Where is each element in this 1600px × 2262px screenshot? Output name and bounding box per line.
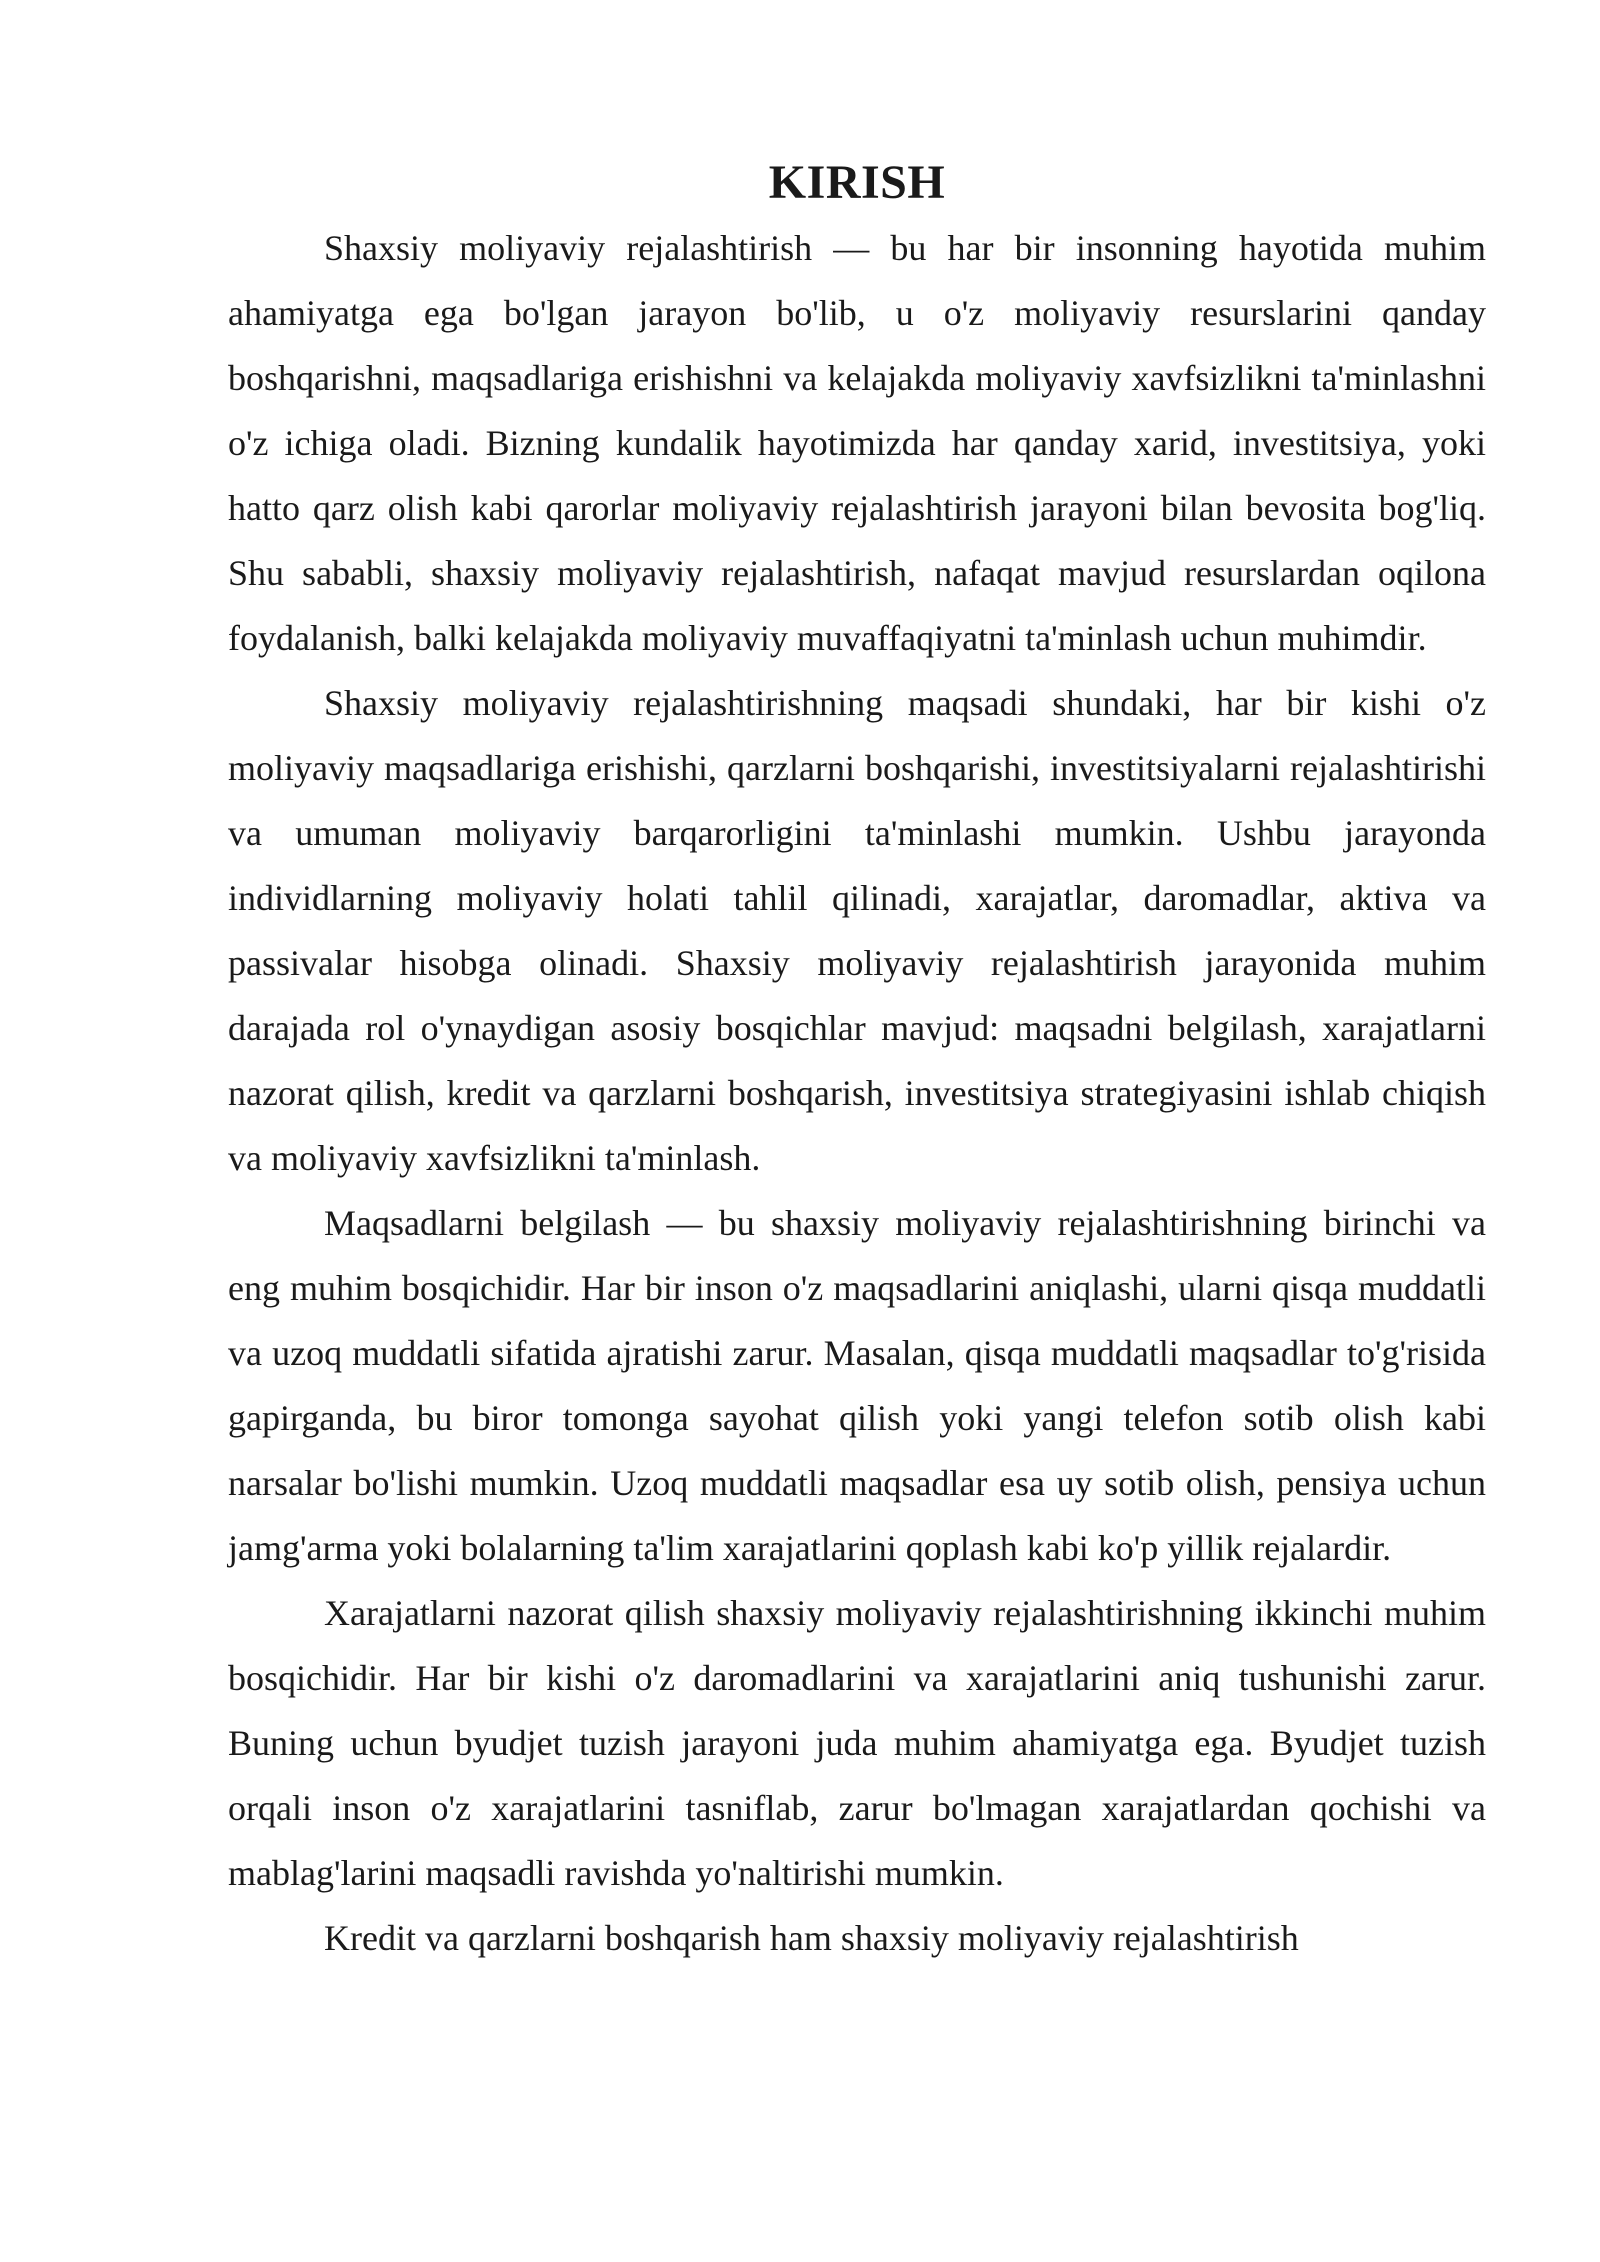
document-title: KIRISH: [768, 156, 946, 209]
paragraph-purpose: Shaxsiy moliyaviy rejalashtirishning maqsadi shundaki, har bir kishi o'z moliyaviy maqsadlariga erishishi, qarzlarni boshqarishi, investitsiyalarni rejalashtirishi va umuman moliyaviy barqarorligini ta'minlashi mumkin. Ushbu jarayonda individlarning moliyaviy holati tahlil qilinadi, xarajatlar, daromadlar, aktiva va passivalar hisobga olinadi. Shaxsiy moliyaviy rejalashtirish jarayonida muhim darajada rol o'ynaydigan asosiy bosqichlar mavjud: maqsadni belgilash, xarajatlarni nazorat qilish, kredit va qarzlarni boshqarish, investitsiya strategiyasini ishlab chiqish va moliyaviy xavfsizlikni ta'minlash.: [228, 683, 1486, 1178]
paragraph-expense-control: Xarajatlarni nazorat qilish shaxsiy moliyaviy rejalashtirishning ikkinchi muhim bosqichidir. Har bir kishi o'z daromadlarini va xarajatlarini aniq tushunishi zarur. Buning uchun byudjet tuzish jarayoni juda muhim ahamiyatga ega. Byudjet tuzish orqali inson o'z xarajatlarini tasniflab, zarur bo'lmagan xarajatlardan qochishi va mablag'larini maqsadli ravishda yo'naltirishi mumkin.: [228, 1593, 1486, 1893]
document-body: [228, 150, 1486, 1971]
paragraph-credit-management: Kredit va qarzlarni boshqarish ham shaxsiy moliyaviy rejalashtirish: [324, 1918, 1299, 1958]
paragraph-goal-setting: Maqsadlarni belgilash — bu shaxsiy moliyaviy rejalashtirishning birinchi va eng muhim bosqichidir. Har bir inson o'z maqsadlarini aniqlashi, ularni qisqa muddatli va uzoq muddatli sifatida ajratishi zarur. Masalan, qisqa muddatli maqsadlar to'g'risida gapirganda, bu biror tomonga sayohat qilish yoki yangi telefon sotib olish kabi narsalar bo'lishi mumkin. Uzoq muddatli maqsadlar esa uy sotib olish, pensiya uchun jamg'arma yoki bolalarning ta'lim xarajatlarini qoplash kabi ko'p yillik rejalardir.: [228, 1203, 1486, 1568]
paragraph-intro: Shaxsiy moliyaviy rejalashtirish — bu har bir insonning hayotida muhim ahamiyatga ega bo'lgan jarayon bo'lib, u o'z moliyaviy resurslarini qanday boshqarishni, maqsadlariga erishishni va kelajakda moliyaviy xavfsizlikni ta'minlashni o'z ichiga oladi. Bizning kundalik hayotimizda har qanday xarid, investitsiya, yoki hatto qarz olish kabi qarorlar moliyaviy rejalashtirish jarayoni bilan bevosita bog'liq. Shu sababli, shaxsiy moliyaviy rejalashtirish, nafaqat mavjud resurslardan oqilona foydalanish, balki kelajakda moliyaviy muvaffaqiyatni ta'minlash uchun muhimdir.: [228, 228, 1486, 658]
